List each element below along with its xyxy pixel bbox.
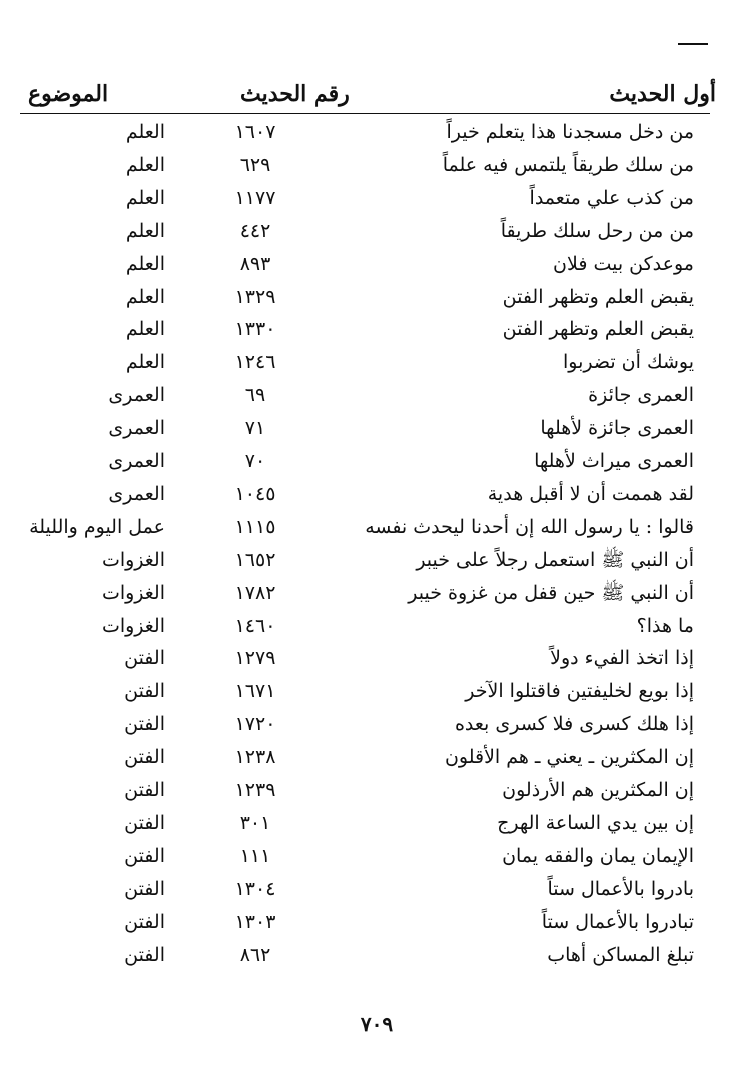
hadith-first-words: الإيمان يمان والفقه يمان: [502, 844, 694, 867]
hadith-topic: العلم: [125, 219, 165, 242]
hadith-topic: الفتن: [124, 746, 165, 769]
hadith-number: ١٣٠٣: [234, 910, 276, 933]
table-row: [0, 313, 754, 345]
hadith-first-words: العمرى ميراث لأهلها: [534, 450, 694, 472]
hadith-topic: الفتن: [124, 680, 165, 703]
hadith-number: ١٧٨٢: [234, 581, 276, 604]
hadith-topic: الفتن: [124, 877, 165, 900]
table-row: [0, 478, 754, 510]
hadith-first-words: إذا هلك كسرى فلا كسرى بعده: [454, 713, 694, 736]
hadith-number: ٨٩٣: [239, 252, 271, 275]
hadith-first-words: من سلك طريقاً يلتمس فيه علماً: [442, 153, 694, 176]
hadith-number: ٧٠: [244, 450, 266, 472]
table-row: [0, 939, 754, 971]
header-hadith-number: رقم الحديث: [240, 81, 350, 107]
hadith-topic: الفتن: [124, 910, 165, 933]
page-number: ٧٠٩: [360, 1012, 394, 1036]
hadith-topic: الغزوات: [101, 581, 165, 604]
hadith-number: ١٢٣٩: [234, 779, 276, 801]
hadith-topic: العلم: [125, 252, 165, 275]
hadith-number: ١٢٤٦: [234, 351, 276, 374]
hadith-first-words: أن النبي ﷺ استعمل رجلاً على خيبر: [416, 548, 694, 571]
hadith-first-words: من من رحل سلك طريقاً: [500, 219, 694, 242]
hadith-topic: الفتن: [124, 844, 165, 867]
hadith-topic: العمرى: [108, 384, 165, 407]
table-row: [0, 873, 754, 905]
top-rule: [678, 43, 708, 45]
hadith-number: ١٦٧١: [234, 680, 276, 703]
hadith-number: ١٠٤٥: [234, 482, 276, 505]
hadith-topic: العلم: [125, 153, 165, 176]
table-row: [0, 116, 754, 148]
table-row: [0, 215, 754, 247]
hadith-topic: العلم: [125, 186, 165, 209]
table-row: [0, 906, 754, 938]
table-row: [0, 149, 754, 181]
table-row: [0, 807, 754, 839]
hadith-topic: العمرى: [108, 482, 165, 505]
hadith-first-words: من دخل مسجدنا هذا يتعلم خيراً: [446, 121, 694, 143]
hadith-number: ١٣٠٤: [234, 877, 276, 900]
hadith-topic: العمرى: [108, 450, 165, 472]
hadith-topic: العلم: [125, 285, 165, 308]
hadith-first-words: موعدكن بيت فلان: [553, 252, 694, 275]
hadith-number: ٦٢٩: [239, 153, 271, 176]
hadith-topic: العلم: [125, 351, 165, 374]
hadith-topic: العلم: [125, 121, 165, 143]
hadith-number: ١٦٠٧: [234, 121, 276, 143]
hadith-first-words: أن النبي ﷺ حين قفل من غزوة خيبر: [408, 581, 694, 604]
table-row: [0, 708, 754, 740]
table-row: [0, 511, 754, 543]
hadith-number: ٤٤٢: [239, 219, 271, 242]
table-row: [0, 379, 754, 411]
hadith-topic: الفتن: [124, 943, 165, 966]
hadith-number: ١١١٥: [234, 515, 276, 538]
hadith-first-words: العمرى جائزة: [588, 384, 694, 407]
hadith-number: ١٣٢٩: [234, 285, 276, 308]
hadith-topic: الغزوات: [101, 614, 165, 637]
table-row: [0, 840, 754, 872]
hadith-first-words: قالوا : يا رسول الله إن أحدنا ليحدث نفسه: [365, 515, 694, 538]
header-topic: الموضوع: [28, 81, 109, 107]
hadith-topic: الغزوات: [101, 548, 165, 571]
hadith-number: ١٤٦٠: [234, 614, 276, 637]
table-row: [0, 445, 754, 477]
hadith-topic: الفتن: [124, 713, 165, 736]
hadith-first-words: إن المكثرين هم الأرذلون: [502, 779, 694, 801]
table-row: [0, 774, 754, 806]
hadith-first-words: إن المكثرين ـ يعني ـ هم الأقلون: [444, 746, 694, 769]
table-row: [0, 675, 754, 707]
hadith-topic: الفتن: [124, 811, 165, 834]
hadith-topic: الفتن: [124, 779, 165, 801]
hadith-number: ١٢٣٨: [234, 746, 276, 769]
hadith-first-words: يقبض العلم وتظهر الفتن: [502, 318, 694, 341]
hadith-first-words: لقد هممت أن لا أقبل هدية: [487, 482, 694, 505]
table-row: [0, 544, 754, 576]
hadith-first-words: تبلغ المساكن أهاب: [547, 943, 694, 966]
hadith-first-words: من كذب علي متعمداً: [529, 186, 694, 209]
hadith-first-words: تبادروا بالأعمال ستاً: [541, 910, 694, 933]
hadith-topic: الفتن: [124, 647, 165, 670]
table-row: [0, 412, 754, 444]
hadith-number: ٦٩: [244, 384, 266, 407]
hadith-first-words: بادروا بالأعمال ستاً: [547, 877, 694, 900]
hadith-number: ١٧٢٠: [234, 713, 276, 736]
table-row: [0, 577, 754, 609]
hadith-topic: العمرى: [108, 417, 165, 440]
header-rule: [20, 113, 710, 114]
hadith-topic: العلم: [125, 318, 165, 341]
hadith-first-words: إذا اتخذ الفيء دولاً: [550, 647, 694, 670]
hadith-number: ٨٦٢: [239, 943, 271, 966]
hadith-number: ١٦٥٢: [234, 548, 276, 571]
hadith-number: ١٢٧٩: [234, 647, 276, 670]
table-header: [20, 78, 716, 112]
hadith-first-words: إن بين يدي الساعة الهرج: [497, 811, 694, 834]
table-row: [0, 610, 754, 642]
hadith-number: ١١١: [239, 844, 271, 867]
hadith-first-words: ما هذا؟: [636, 614, 694, 637]
hadith-number: ٣٠١: [239, 811, 271, 834]
table-row: [0, 642, 754, 674]
table-row: [0, 346, 754, 378]
table-row: [0, 281, 754, 313]
hadith-first-words: يقبض العلم وتظهر الفتن: [502, 285, 694, 308]
table-row: [0, 248, 754, 280]
hadith-first-words: إذا بويع لخليفتين فاقتلوا الآخر: [465, 680, 694, 703]
header-first-words: أول الحديث: [609, 81, 716, 107]
hadith-number: ٧١: [244, 417, 266, 440]
hadith-number: ١٣٣٠: [234, 318, 276, 341]
hadith-number: ١١٧٧: [234, 186, 276, 209]
hadith-topic: عمل اليوم والليلة: [29, 515, 165, 538]
table-row: [0, 741, 754, 773]
hadith-first-words: يوشك أن تضربوا: [563, 351, 694, 374]
table-row: [0, 182, 754, 214]
hadith-first-words: العمرى جائزة لأهلها: [540, 417, 694, 440]
